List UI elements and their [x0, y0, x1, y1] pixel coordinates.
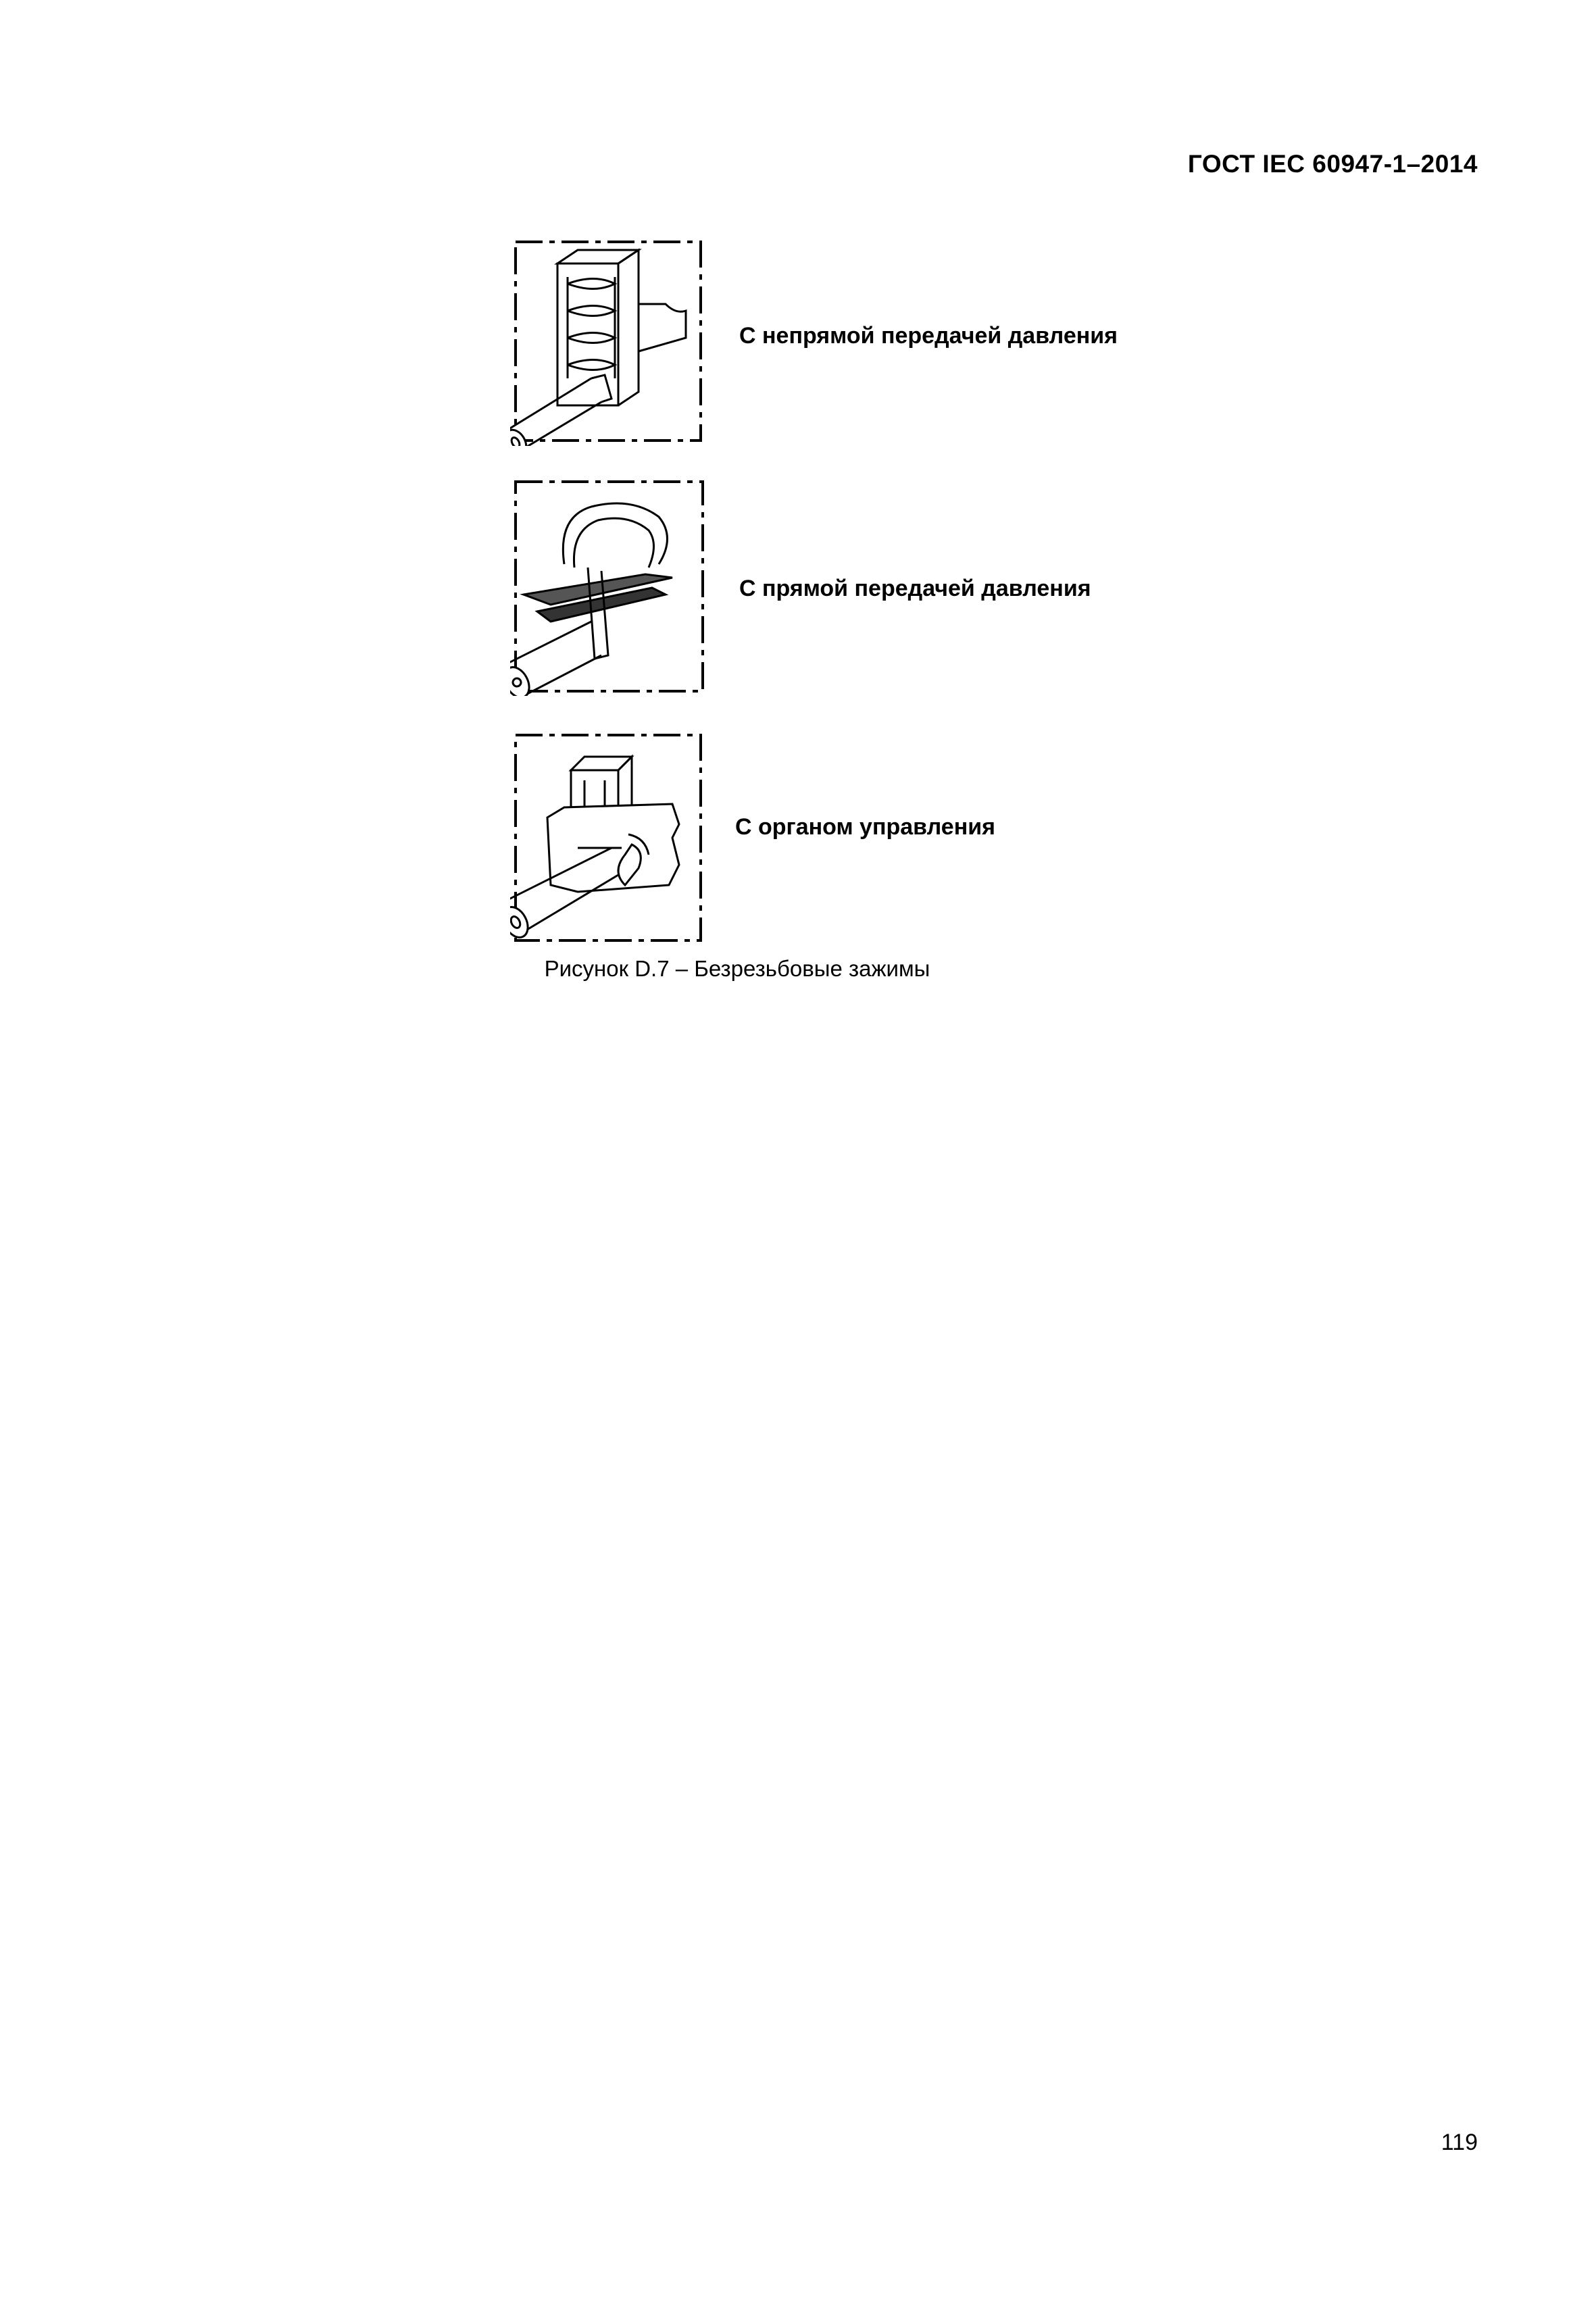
actuator-clamp-illustration	[510, 730, 706, 946]
direct-pressure-clamp-illustration	[510, 476, 706, 696]
figure-caption: Рисунок D.7 – Безрезьбовые зажимы	[544, 956, 930, 981]
panel-label-indirect-pressure: С непрямой передачей давления	[739, 323, 1118, 349]
panel-label-direct-pressure: С прямой передачей давления	[739, 576, 1091, 601]
page-number: 119	[1441, 2130, 1478, 2155]
indirect-pressure-clamp-illustration	[510, 236, 706, 446]
panel-label-actuator: С органом управления	[735, 814, 995, 840]
document-standard-code: ГОСТ IEC 60947-1–2014	[1187, 150, 1478, 178]
